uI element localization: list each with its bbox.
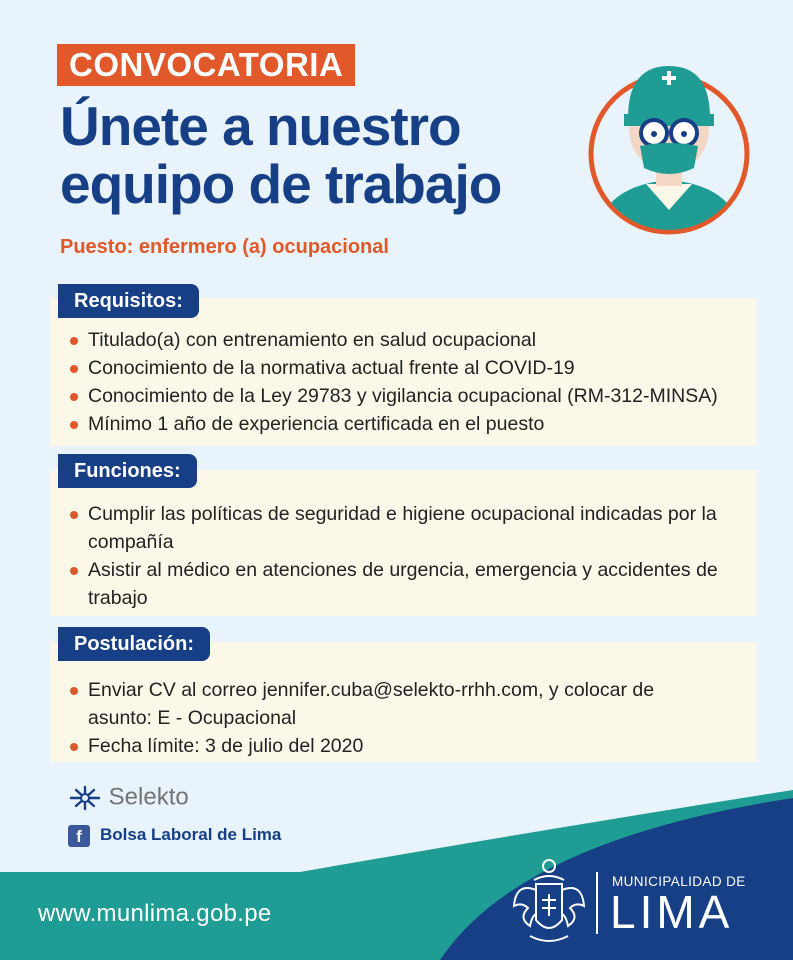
facebook-page-name: Bolsa Laboral de Lima — [100, 825, 282, 844]
lima-coat-of-arms-icon — [508, 856, 590, 948]
list-item: Fecha límite: 3 de julio del 2020 — [70, 732, 680, 760]
municipalidad-label: MUNICIPALIDAD DE — [612, 874, 746, 889]
list-item: Cumplir las políticas de seguridad e higiene ocupacional indicadas por la compañía — [70, 500, 720, 556]
lima-label: LIMA — [610, 886, 734, 938]
postulacion-label: Postulación: — [58, 627, 210, 661]
job-position: Puesto: enfermero (a) ocupacional — [60, 236, 389, 258]
funciones-list — [70, 500, 720, 612]
list-item: Conocimiento de la Ley 29783 y vigilancia ocupacional (RM-312-MINSA) — [70, 382, 770, 410]
nurse-avatar-icon — [586, 58, 751, 240]
list-item: Enviar CV al correo jennifer.cuba@selekto-rrhh.com, y colocar de asunto: E - Ocupacional — [70, 676, 680, 732]
convocatoria-tag: CONVOCATORIA — [57, 44, 355, 86]
funciones-label: Funciones: — [58, 454, 197, 488]
requisitos-label: Requisitos: — [58, 284, 199, 318]
headline: Únete a nuestro equipo de trabajo — [60, 95, 502, 215]
selekto-name: Selekto — [108, 783, 189, 811]
list-item: Conocimiento de la normativa actual frente al COVID-19 — [70, 354, 770, 382]
website-url[interactable]: www.munlima.gob.pe — [38, 900, 272, 927]
postulacion-list — [70, 676, 680, 760]
divider — [596, 872, 598, 934]
facebook-icon: f — [68, 825, 90, 847]
requisitos-list — [70, 326, 770, 438]
list-item: Mínimo 1 año de experiencia certificada en el puesto — [70, 410, 770, 438]
list-item: Asistir al médico en atenciones de urgencia, emergencia y accidentes de trabajo — [70, 556, 720, 612]
list-item: Titulado(a) con entrenamiento en salud ocupacional — [70, 326, 770, 354]
